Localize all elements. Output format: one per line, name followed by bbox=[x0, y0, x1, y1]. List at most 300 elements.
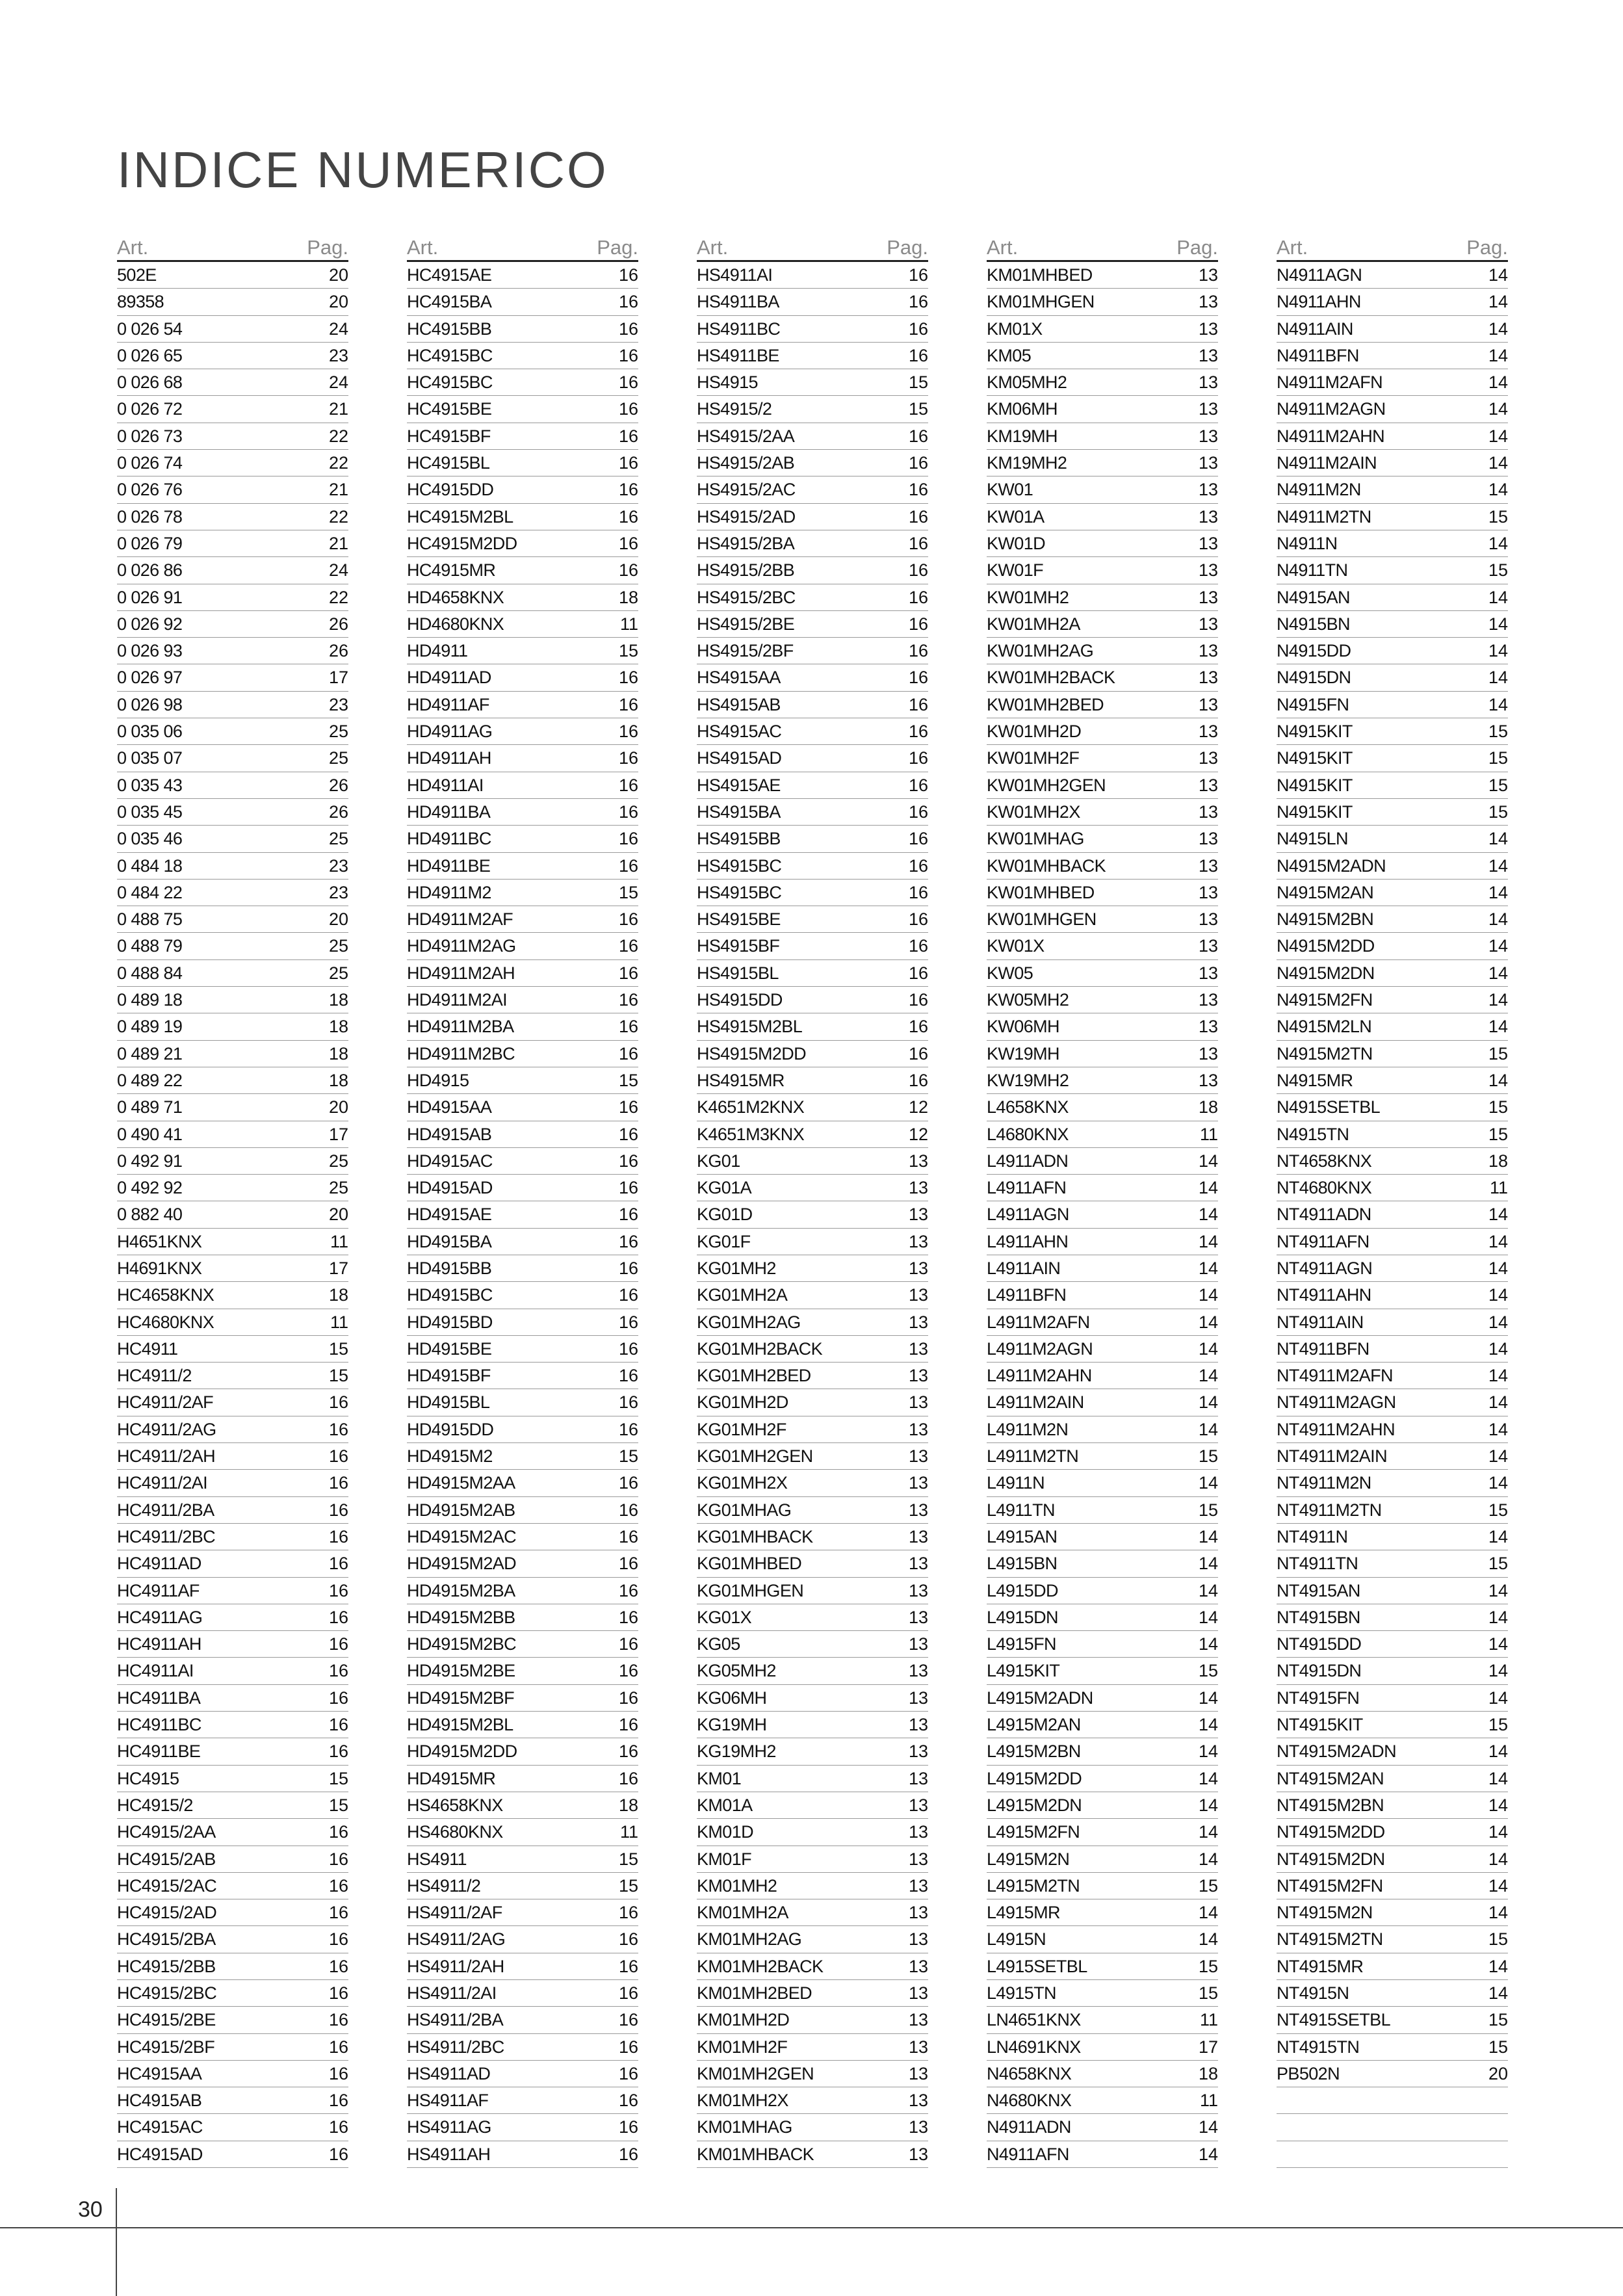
article-code: L4658KNX bbox=[987, 1097, 1069, 1117]
table-row bbox=[987, 1148, 1218, 1175]
table-row bbox=[987, 1363, 1218, 1389]
article-code: N4915M2BN bbox=[1277, 909, 1374, 930]
page-ref: 13 bbox=[908, 2037, 928, 2057]
article-code: KG01MH2BED bbox=[697, 1366, 811, 1386]
article-code: HD4911M2 bbox=[407, 882, 491, 902]
table-row bbox=[1277, 1443, 1508, 1470]
article-code: NT4915M2FN bbox=[1277, 1875, 1383, 1896]
table-row bbox=[1277, 638, 1508, 664]
article-code: KG01MH2A bbox=[697, 1285, 788, 1305]
table-row bbox=[697, 1013, 928, 1040]
table-row bbox=[987, 1255, 1218, 1282]
page-ref: 14 bbox=[1488, 936, 1508, 956]
page-ref: 13 bbox=[908, 1258, 928, 1278]
table-row bbox=[697, 960, 928, 987]
page-ref: 13 bbox=[908, 1285, 928, 1305]
article-code: HD4911BA bbox=[407, 802, 491, 822]
table-row bbox=[987, 530, 1218, 557]
article-code: 0 882 40 bbox=[117, 1205, 183, 1225]
page-ref: 16 bbox=[908, 722, 928, 742]
table-row bbox=[697, 799, 928, 826]
article-code: 0 489 19 bbox=[117, 1017, 183, 1037]
table-row bbox=[987, 853, 1218, 880]
page-ref: 15 bbox=[1488, 775, 1508, 795]
table-row bbox=[1277, 1953, 1508, 1980]
table-row bbox=[1277, 664, 1508, 691]
header-pag: Pag. bbox=[307, 236, 348, 259]
page-ref: 14 bbox=[1488, 668, 1508, 688]
page-ref: 16 bbox=[618, 1178, 638, 1198]
article-code: PB502N bbox=[1277, 2063, 1340, 2083]
article-code: HC4911AH bbox=[117, 1634, 201, 1654]
page-ref: 14 bbox=[1488, 1795, 1508, 1815]
article-code: HD4911M2AF bbox=[407, 909, 513, 930]
article-code: KM06MH bbox=[987, 399, 1058, 419]
article-code: HC4911BA bbox=[117, 1688, 201, 1708]
page-ref: 14 bbox=[1488, 1366, 1508, 1386]
page-ref: 13 bbox=[1198, 614, 1218, 634]
table-row bbox=[1277, 1550, 1508, 1577]
table-row bbox=[407, 933, 638, 959]
table-row bbox=[117, 396, 348, 423]
table-row bbox=[987, 1578, 1218, 1604]
page-ref: 14 bbox=[1198, 1768, 1218, 1788]
table-row bbox=[407, 557, 638, 584]
page-ref: 14 bbox=[1198, 1258, 1218, 1278]
table-row bbox=[987, 1175, 1218, 1201]
page-ref: 16 bbox=[618, 990, 638, 1010]
article-code: HD4915BF bbox=[407, 1366, 491, 1386]
article-code: HD4915BC bbox=[407, 1285, 493, 1305]
table-row bbox=[1277, 1470, 1508, 1496]
article-code: N4911TN bbox=[1277, 560, 1348, 581]
page-ref: 16 bbox=[618, 1231, 638, 1251]
page-ref: 14 bbox=[1488, 882, 1508, 902]
article-code: L4915M2FN bbox=[987, 1822, 1080, 1842]
table-row bbox=[987, 1282, 1218, 1309]
article-code: KW01MH2BED bbox=[987, 694, 1104, 714]
table-row bbox=[117, 2141, 348, 2168]
article-code: HS4915BB bbox=[697, 829, 781, 849]
article-code: N4915M2DD bbox=[1277, 936, 1375, 956]
table-row bbox=[697, 1524, 928, 1550]
page-ref: 14 bbox=[1488, 1956, 1508, 1976]
table-row bbox=[697, 2034, 928, 2061]
page-ref: 16 bbox=[618, 399, 638, 419]
article-code: KG01MH2F bbox=[697, 1419, 786, 1439]
article-code: HC4915BE bbox=[407, 399, 492, 419]
page-ref: 13 bbox=[1198, 587, 1218, 607]
article-code: HD4911M2AH bbox=[407, 963, 515, 983]
page-ref: 15 bbox=[1198, 1875, 1218, 1896]
table-row bbox=[407, 664, 638, 691]
page-ref: 20 bbox=[1488, 2063, 1508, 2083]
page-ref: 15 bbox=[1198, 1983, 1218, 2003]
article-code: L4911M2AFN bbox=[987, 1312, 1090, 1332]
page-ref: 16 bbox=[908, 506, 928, 527]
article-code: HS4915/2BA bbox=[697, 533, 795, 553]
page-ref: 22 bbox=[328, 506, 348, 527]
table-row bbox=[697, 933, 928, 959]
page-ref: 14 bbox=[1488, 829, 1508, 849]
page-ref: 18 bbox=[328, 1070, 348, 1090]
article-code: HS4911AH bbox=[407, 2144, 491, 2164]
article-code: HC4911AG bbox=[117, 1607, 203, 1627]
page-ref: 13 bbox=[1198, 480, 1218, 500]
page-ref: 15 bbox=[1488, 506, 1508, 527]
article-code: KM05 bbox=[987, 345, 1032, 365]
table-row bbox=[407, 2034, 638, 2061]
table-row bbox=[117, 2007, 348, 2033]
article-code: 0 026 93 bbox=[117, 641, 183, 661]
article-code: N4915MR bbox=[1277, 1070, 1353, 1090]
table-row bbox=[1277, 396, 1508, 423]
page-ref: 16 bbox=[328, 1929, 348, 1950]
table-row bbox=[987, 987, 1218, 1013]
table-row bbox=[987, 1926, 1218, 1953]
article-code: HD4915M2BF bbox=[407, 1688, 515, 1708]
article-code: L4911M2TN bbox=[987, 1446, 1079, 1467]
article-code: HD4915M2AA bbox=[407, 1473, 515, 1493]
article-code: NT4911AFN bbox=[1277, 1231, 1370, 1251]
table-row bbox=[407, 1336, 638, 1363]
table-row bbox=[987, 1389, 1218, 1416]
article-code: KG01F bbox=[697, 1231, 751, 1251]
table-row bbox=[117, 1578, 348, 1604]
article-code: KM01X bbox=[987, 319, 1043, 339]
page-ref: 14 bbox=[1488, 1258, 1508, 1278]
page-ref: 14 bbox=[1488, 1473, 1508, 1493]
page-ref: 11 bbox=[330, 1312, 348, 1332]
article-code: HD4911M2AI bbox=[407, 990, 508, 1010]
table-row bbox=[697, 557, 928, 584]
page-ref: 16 bbox=[328, 1983, 348, 2003]
page-ref: 14 bbox=[1488, 1419, 1508, 1439]
page-ref: 16 bbox=[618, 1688, 638, 1708]
table-row bbox=[697, 638, 928, 664]
table-row bbox=[697, 826, 928, 852]
article-code: L4911M2AHN bbox=[987, 1366, 1092, 1386]
table-row bbox=[987, 1067, 1218, 1094]
article-code: L4915N bbox=[987, 1929, 1046, 1950]
table-row bbox=[117, 1416, 348, 1443]
page-ref: 16 bbox=[618, 668, 638, 688]
table-row bbox=[697, 987, 928, 1013]
table-row bbox=[1277, 745, 1508, 772]
table-row bbox=[697, 343, 928, 369]
table-row bbox=[407, 1766, 638, 1792]
article-code: NT4915FN bbox=[1277, 1688, 1360, 1708]
page-ref: 14 bbox=[1198, 1929, 1218, 1950]
article-code: L4911AFN bbox=[987, 1178, 1067, 1198]
article-code: KG01MH2GEN bbox=[697, 1446, 813, 1467]
article-code: 502E bbox=[117, 265, 157, 285]
table-row bbox=[697, 2141, 928, 2168]
article-code: HS4911/2BC bbox=[407, 2037, 504, 2057]
table-row bbox=[1277, 504, 1508, 530]
page-ref: 16 bbox=[618, 1903, 638, 1923]
article-code: 0 489 71 bbox=[117, 1097, 183, 1117]
table-row bbox=[697, 316, 928, 343]
table-row bbox=[697, 880, 928, 906]
table-row bbox=[117, 1926, 348, 1953]
table-row bbox=[987, 1201, 1218, 1228]
page-ref: 16 bbox=[908, 668, 928, 688]
page-ref: 13 bbox=[908, 1580, 928, 1600]
page-ref: 25 bbox=[328, 1151, 348, 1171]
page-ref: 13 bbox=[908, 1903, 928, 1923]
page-ref: 13 bbox=[908, 1875, 928, 1896]
page-ref: 16 bbox=[908, 855, 928, 876]
page-ref: 14 bbox=[1488, 1526, 1508, 1546]
page-ref: 16 bbox=[328, 1446, 348, 1467]
article-code: N4915TN bbox=[1277, 1124, 1349, 1144]
table-row bbox=[407, 1470, 638, 1496]
page-ref: 18 bbox=[1488, 1151, 1508, 1171]
article-code: L4915M2AN bbox=[987, 1715, 1081, 1735]
article-code: KG05MH2 bbox=[697, 1661, 776, 1681]
table-row bbox=[117, 960, 348, 987]
article-code: 0 484 18 bbox=[117, 855, 183, 876]
table-row bbox=[117, 1067, 348, 1094]
page-ref: 16 bbox=[618, 1124, 638, 1144]
table-row bbox=[117, 1524, 348, 1550]
table-row bbox=[987, 1229, 1218, 1255]
article-code: HD4915BE bbox=[407, 1338, 492, 1359]
article-code: N4915KIT bbox=[1277, 722, 1353, 742]
table-row bbox=[407, 1121, 638, 1148]
page-ref: 16 bbox=[618, 936, 638, 956]
table-row bbox=[407, 611, 638, 638]
article-code: HS4680KNX bbox=[407, 1822, 503, 1842]
article-code: L4915M2TN bbox=[987, 1875, 1080, 1896]
article-code: HC4915/2AD bbox=[117, 1903, 217, 1923]
page-ref: 13 bbox=[908, 1473, 928, 1493]
table-row bbox=[987, 880, 1218, 906]
table-row bbox=[697, 369, 928, 396]
page-ref: 15 bbox=[618, 1875, 638, 1896]
article-code: HC4915MR bbox=[407, 560, 496, 581]
table-row bbox=[117, 987, 348, 1013]
table-row bbox=[117, 611, 348, 638]
table-row bbox=[117, 1443, 348, 1470]
article-code: HD4915M2BE bbox=[407, 1661, 515, 1681]
article-code: 0 488 84 bbox=[117, 963, 183, 983]
table-row bbox=[117, 1041, 348, 1067]
table-row bbox=[407, 1658, 638, 1684]
page-ref: 20 bbox=[328, 265, 348, 285]
table-row bbox=[697, 1685, 928, 1712]
article-code: HD4915BB bbox=[407, 1258, 492, 1278]
page-ref: 14 bbox=[1488, 694, 1508, 714]
page-ref: 15 bbox=[618, 1070, 638, 1090]
table-row bbox=[407, 853, 638, 880]
page-ref: 16 bbox=[908, 748, 928, 768]
article-code: K4651M3KNX bbox=[697, 1124, 805, 1144]
page-ref: 16 bbox=[908, 936, 928, 956]
article-code: KG05 bbox=[697, 1634, 740, 1654]
table-row bbox=[1277, 476, 1508, 503]
table-row bbox=[697, 396, 928, 423]
page-ref: 16 bbox=[618, 533, 638, 553]
page-ref: 26 bbox=[328, 802, 348, 822]
article-code: L4915M2ADN bbox=[987, 1688, 1093, 1708]
page-ref: 14 bbox=[1488, 1875, 1508, 1896]
page-ref: 16 bbox=[908, 292, 928, 312]
table-row bbox=[407, 504, 638, 530]
table-row bbox=[697, 906, 928, 933]
page-ref: 13 bbox=[908, 1500, 928, 1520]
article-code: 0 026 68 bbox=[117, 372, 183, 393]
page-ref: 16 bbox=[908, 587, 928, 607]
article-code: HS4911/2AG bbox=[407, 1929, 506, 1950]
article-code: L4911AIN bbox=[987, 1258, 1061, 1278]
table-row bbox=[987, 262, 1218, 289]
article-code: HC4658KNX bbox=[117, 1285, 214, 1305]
article-code: HS4915BA bbox=[697, 802, 781, 822]
page-ref: 16 bbox=[618, 453, 638, 473]
table-row bbox=[987, 826, 1218, 852]
page-ref: 14 bbox=[1488, 1392, 1508, 1413]
table-row bbox=[987, 664, 1218, 691]
article-code: HD4915 bbox=[407, 1070, 469, 1090]
table-row bbox=[1277, 880, 1508, 906]
article-code: HD4911AD bbox=[407, 668, 491, 688]
article-code: HD4911BC bbox=[407, 829, 491, 849]
table-row bbox=[697, 423, 928, 450]
page-ref: 18 bbox=[328, 1017, 348, 1037]
article-code: HC4915/2BB bbox=[117, 1956, 216, 1976]
article-code: HS4911BC bbox=[697, 319, 781, 339]
page-ref: 16 bbox=[908, 641, 928, 661]
table-row bbox=[117, 1389, 348, 1416]
article-code: N4911AFN bbox=[987, 2144, 1069, 2164]
table-row bbox=[407, 1578, 638, 1604]
table-row bbox=[697, 1738, 928, 1765]
table-row bbox=[697, 2007, 928, 2033]
page-ref: 13 bbox=[908, 2144, 928, 2164]
table-row bbox=[697, 1658, 928, 1684]
page-ref: 15 bbox=[1488, 1043, 1508, 1063]
article-code: HC4911/2BA bbox=[117, 1500, 214, 1520]
article-code: KW01MH2A bbox=[987, 614, 1080, 634]
header-art: Art. bbox=[697, 236, 729, 259]
table-row bbox=[407, 1846, 638, 1873]
table-row bbox=[117, 718, 348, 745]
table-row bbox=[1277, 611, 1508, 638]
page-ref: 13 bbox=[1198, 533, 1218, 553]
article-code: L4911ADN bbox=[987, 1151, 1069, 1171]
article-code: 89358 bbox=[117, 292, 164, 312]
page-ref: 14 bbox=[1488, 1822, 1508, 1842]
article-code: 0 492 91 bbox=[117, 1151, 183, 1171]
page-ref: 16 bbox=[618, 1742, 638, 1762]
page-ref: 16 bbox=[618, 2010, 638, 2030]
article-code: N4911M2AHN bbox=[1277, 426, 1385, 446]
article-code: HC4911/2 bbox=[117, 1366, 192, 1386]
table-row bbox=[117, 1604, 348, 1631]
article-code: 0 035 46 bbox=[117, 829, 183, 849]
article-code: NT4911BFN bbox=[1277, 1338, 1370, 1359]
page-ref: 16 bbox=[618, 1983, 638, 2003]
page-ref: 13 bbox=[1198, 775, 1218, 795]
page-ref: 11 bbox=[1199, 2010, 1218, 2030]
table-row bbox=[407, 530, 638, 557]
table-row bbox=[1277, 1229, 1508, 1255]
article-code: HC4911/2BC bbox=[117, 1526, 216, 1546]
index-column-4 bbox=[987, 233, 1218, 2168]
page-ref: 23 bbox=[328, 345, 348, 365]
article-code: HD4915M2BA bbox=[407, 1580, 515, 1600]
table-row bbox=[987, 2114, 1218, 2141]
table-row bbox=[987, 1873, 1218, 1899]
article-code: HC4915BF bbox=[407, 426, 491, 446]
table-row bbox=[117, 692, 348, 718]
article-code: HD4915M2 bbox=[407, 1446, 493, 1467]
table-row bbox=[987, 611, 1218, 638]
article-code: KG01MHBED bbox=[697, 1554, 802, 1574]
page-ref: 15 bbox=[1488, 1124, 1508, 1144]
article-code: HD4915AD bbox=[407, 1178, 493, 1198]
page-ref: 13 bbox=[1198, 372, 1218, 393]
article-code: N4911ADN bbox=[987, 2117, 1071, 2137]
table-row bbox=[1277, 1363, 1508, 1389]
page-ref: 23 bbox=[328, 694, 348, 714]
page-ref: 13 bbox=[908, 1742, 928, 1762]
table-row bbox=[697, 504, 928, 530]
article-code: N4911M2AFN bbox=[1277, 372, 1383, 393]
table-row bbox=[407, 745, 638, 772]
page-ref: 14 bbox=[1488, 1446, 1508, 1467]
article-code: KG01MH2X bbox=[697, 1473, 788, 1493]
article-code: N4915M2DN bbox=[1277, 963, 1375, 983]
article-code: NT4911M2AFN bbox=[1277, 1366, 1393, 1386]
page-ref: 15 bbox=[1488, 2010, 1508, 2030]
page-ref: 11 bbox=[619, 614, 638, 634]
table-row bbox=[987, 1792, 1218, 1819]
page-ref: 16 bbox=[328, 1688, 348, 1708]
article-code: KW01MHGEN bbox=[987, 909, 1097, 930]
table-row bbox=[1277, 1148, 1508, 1175]
page-ref: 21 bbox=[328, 480, 348, 500]
article-code: HD4680KNX bbox=[407, 614, 504, 634]
table-row bbox=[407, 1443, 638, 1470]
page-ref: 13 bbox=[1198, 748, 1218, 768]
page-ref: 14 bbox=[1488, 614, 1508, 634]
table-row bbox=[1277, 557, 1508, 584]
table-row bbox=[407, 906, 638, 933]
table-row bbox=[1277, 799, 1508, 826]
page-ref: 21 bbox=[328, 399, 348, 419]
page-ref: 14 bbox=[1488, 1312, 1508, 1332]
page-ref: 16 bbox=[908, 614, 928, 634]
page-ref: 16 bbox=[618, 1258, 638, 1278]
table-row bbox=[1277, 1255, 1508, 1282]
article-code: 0 026 92 bbox=[117, 614, 183, 634]
table-row bbox=[987, 396, 1218, 423]
table-row bbox=[407, 2007, 638, 2033]
article-code: HC4915BC bbox=[407, 372, 493, 393]
table-row bbox=[697, 450, 928, 476]
table-row bbox=[117, 1631, 348, 1658]
page-ref: 14 bbox=[1488, 587, 1508, 607]
table-row bbox=[117, 450, 348, 476]
page-ref: 16 bbox=[908, 319, 928, 339]
article-code: HS4915 bbox=[697, 372, 758, 393]
table-row bbox=[987, 1685, 1218, 1712]
table-row bbox=[407, 1389, 638, 1416]
table-row bbox=[987, 1497, 1218, 1524]
